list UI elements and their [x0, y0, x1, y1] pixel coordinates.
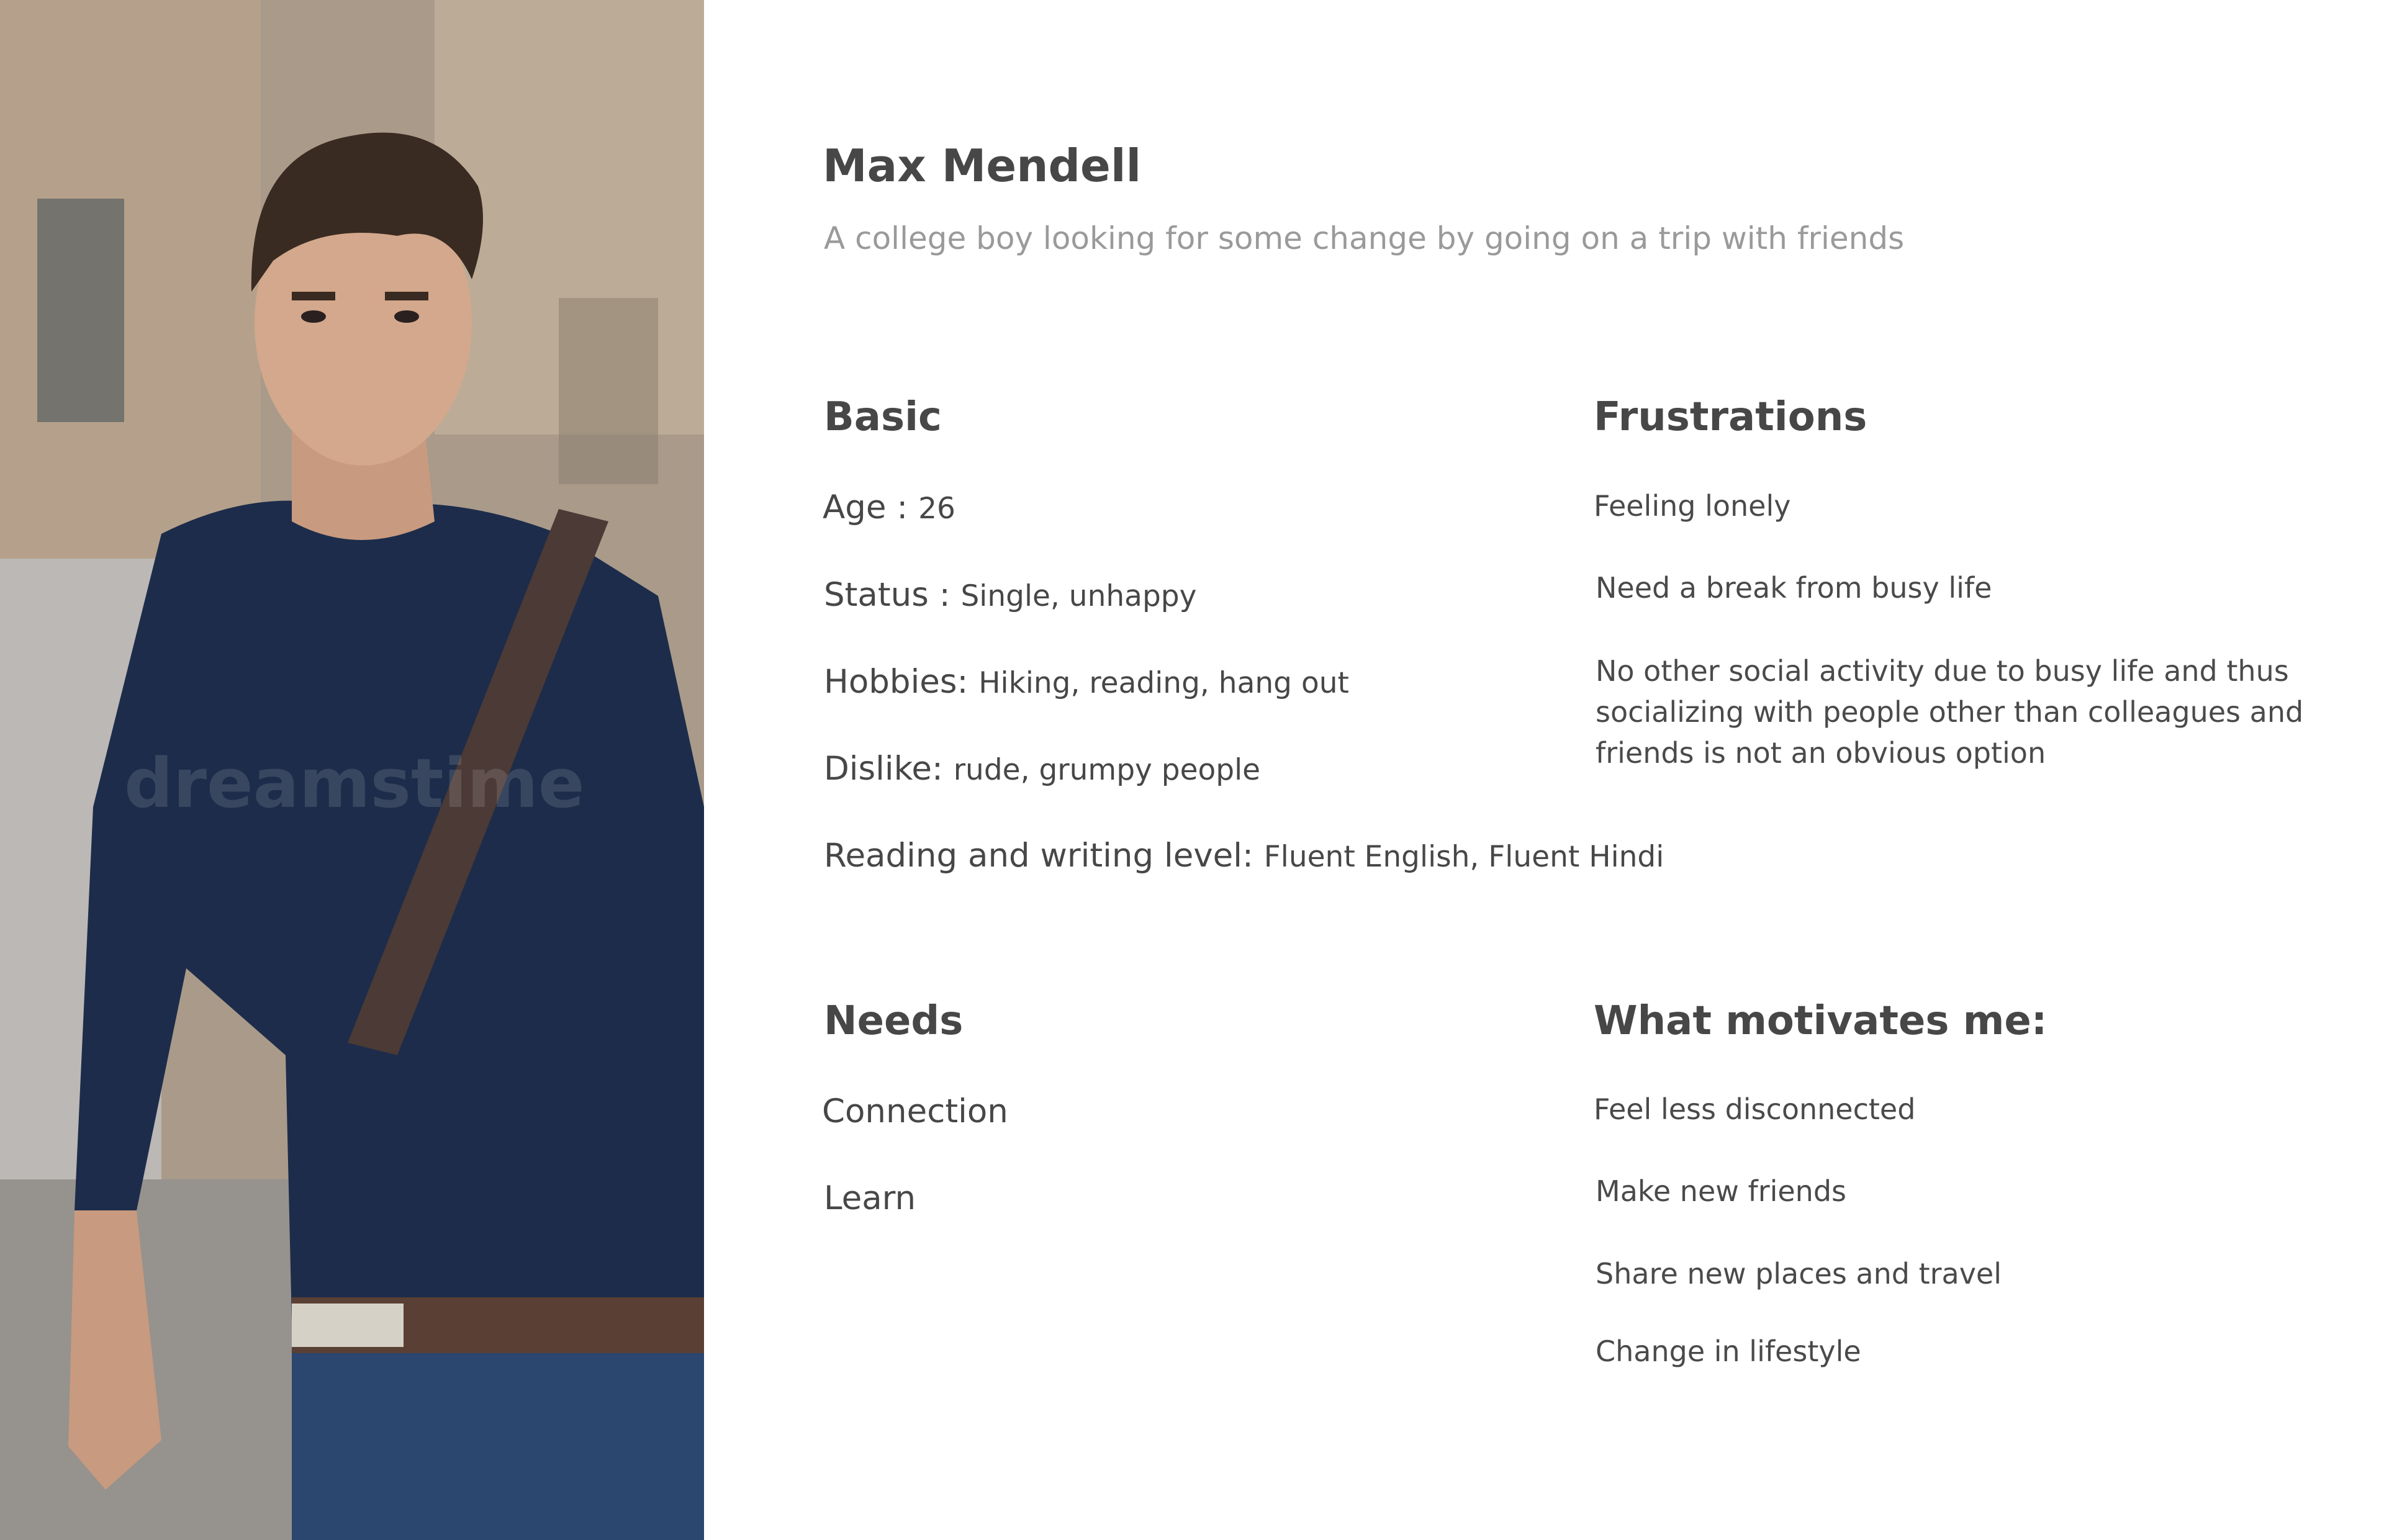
watermark-text: dreamstime	[124, 744, 585, 823]
age-label: Age :	[823, 489, 919, 526]
hobbies-value: Hiking, reading, hang out	[978, 666, 1349, 700]
status-value: Single, unhappy	[960, 579, 1197, 613]
frustration-item: Need a break from busy life	[1596, 571, 1992, 605]
frustration-item: Feeling lonely	[1594, 489, 1791, 523]
person-photo-illustration	[0, 0, 704, 1540]
basic-age	[823, 489, 955, 526]
basic-heading: Basic	[824, 394, 942, 440]
basic-status	[824, 576, 1196, 614]
age-value: 26	[918, 492, 955, 526]
needs-heading: Needs	[824, 998, 964, 1044]
persona-name: Max Mendell	[823, 140, 1142, 192]
need-item: Connection	[822, 1092, 1008, 1130]
reading-writing-value: Fluent English, Fluent Hindi	[1263, 840, 1664, 874]
need-item: Learn	[824, 1179, 916, 1217]
hobbies-label: Hobbies:	[824, 663, 979, 701]
status-label: Status :	[824, 576, 961, 614]
dislike-value: rude, grumpy people	[953, 753, 1261, 787]
basic-reading-writing-level	[824, 837, 1664, 875]
persona-details	[704, 0, 2384, 1540]
motivation-item: Change in lifestyle	[1596, 1335, 1861, 1368]
reading-writing-label: Reading and writing level:	[824, 837, 1264, 875]
persona-photo	[0, 0, 704, 1540]
motivation-item: Make new friends	[1596, 1174, 1847, 1208]
motivations-heading: What motivates me:	[1594, 998, 2048, 1044]
frustrations-heading: Frustrations	[1594, 394, 1867, 440]
basic-hobbies	[824, 663, 1349, 701]
dislike-label: Dislike:	[824, 750, 954, 788]
persona-tagline: A college boy looking for some change by going on a trip with friends	[824, 220, 1905, 256]
motivation-item: Share new places and travel	[1596, 1257, 2002, 1290]
frustration-item: No other social activity due to busy life and thus socializing with people other than colleagues and friends is not an obvious option	[1596, 654, 2304, 770]
motivation-item: Feel less disconnected	[1594, 1092, 1916, 1126]
basic-dislike	[824, 750, 1260, 788]
